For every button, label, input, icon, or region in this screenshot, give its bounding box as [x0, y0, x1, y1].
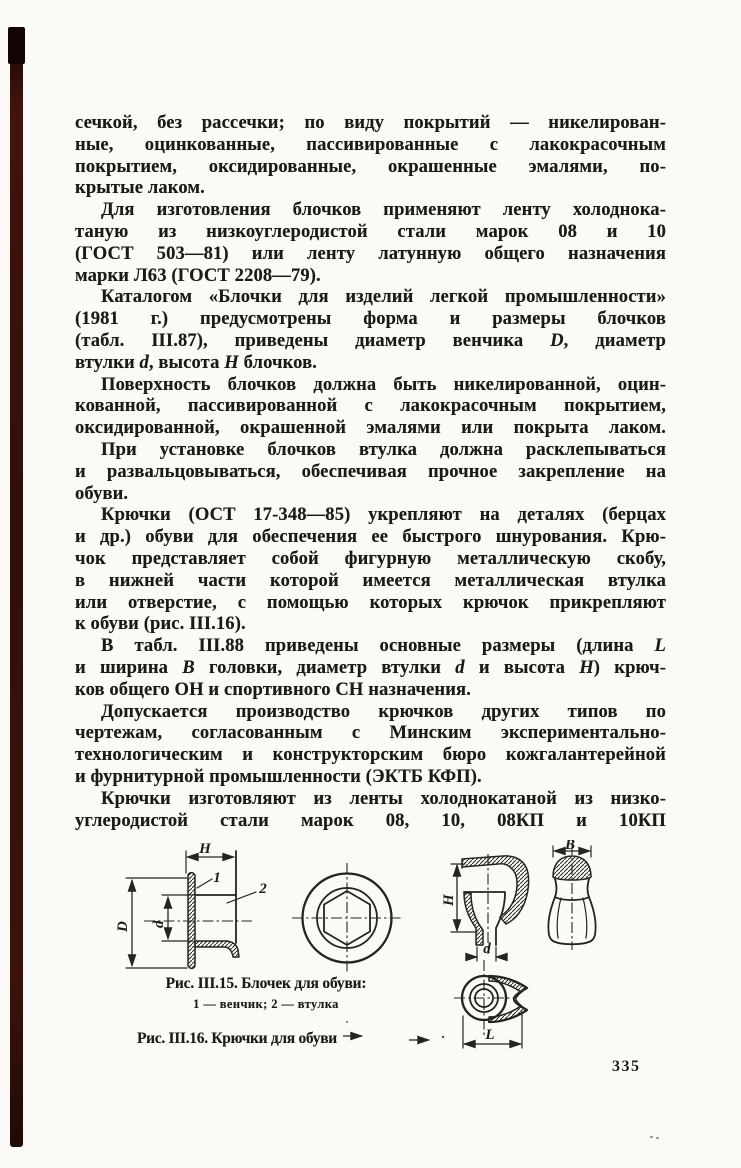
text-line: сечкой, без рассечки; по виду покрытий — никелирован-: [75, 112, 666, 133]
body-text: [75, 112, 666, 831]
scan-speck: [650, 1136, 653, 1138]
text-line: В табл. III.88 приведены основные размеры (длина L: [101, 635, 666, 657]
text-line: (1981 г.) предусмотрены форма и размеры блочков: [75, 308, 666, 330]
fig16-dim-d-label: d: [483, 941, 491, 957]
text-line: чертежам, согласованным с Минским экспериментально-: [75, 722, 666, 744]
fig15-subcaption: 1 — венчик; 2 — втулка: [193, 997, 339, 1011]
fig16-top-view: [454, 960, 527, 1048]
text-line: кованной, пассивированной с лакокрасочным покрытием,: [75, 395, 666, 417]
fig16-hook-body-wall: [464, 893, 483, 945]
page-number: 335: [612, 1058, 641, 1075]
text-line: обуви.: [75, 482, 129, 504]
text-line: ные, оцинкованные, пассивированные с лакокрасочным: [75, 133, 666, 155]
text-line: (табл. III.87), приведены диаметр венчика D, диаметр: [75, 329, 666, 351]
text-line: таную из низкоуглеродистой стали марок 08 и 10: [75, 220, 666, 242]
text-line: и др.) обуви для обеспечения ее быстрого шнурования. Крю-: [75, 526, 666, 548]
text-line: технологическим и конструкторским бюро кожгалантерейной: [75, 744, 666, 766]
fig15-dim-D-label: D: [115, 921, 131, 932]
text-line: марки Л63 (ГОСТ 2208—79).: [75, 264, 321, 286]
text-line: Для изготовления блочков применяют ленту холоднока-: [101, 199, 666, 221]
scan-gutter-shadow: [10, 28, 23, 1147]
text-line: Поверхность блочков должна быть никелированной, оцин-: [101, 373, 666, 395]
fig16-side-view: [441, 854, 529, 961]
text-line: (ГОСТ 503—81) или ленту латунную общего назначения: [75, 242, 666, 264]
text-line: и фурнитурной промышленности (ЭКТБ КФП).: [75, 765, 482, 787]
text-line: покрытием, оксидированные, окрашенные эмалями, по-: [75, 155, 666, 177]
fig16-caption: Рис. III.16. Крючки для обуви: [137, 1030, 337, 1047]
text-line: Крючки (ОСТ 17-348—85) укрепляют на деталях (берцах: [101, 504, 666, 526]
fig15-part2-label: 2: [259, 881, 267, 897]
fig15-front-view: [292, 863, 403, 974]
fig16-dim-H-label: H: [441, 894, 457, 906]
text-line: к обуви (рис. III.16).: [75, 613, 246, 635]
text-line: оксидированной, окрашенной эмалями или покрыта лаком.: [75, 417, 666, 439]
text-line: втулки d, высота H блочков.: [75, 351, 317, 373]
text-line: чок представляет собой фигурную металлическую скобу,: [75, 547, 666, 569]
text-line: крытые лаком.: [75, 177, 205, 199]
figure-pointer-arrow-icon: [343, 1021, 444, 1040]
fig16-dim-B-label: B: [564, 840, 576, 853]
text-line: ков общего ОН и спортивного СН назначения.: [75, 678, 471, 700]
text-line: Допускается производство крючков других типов по: [101, 700, 666, 722]
text-line: Крючки изготовляют из ленты холоднокатаной из низко-: [101, 787, 666, 809]
fig15-dim-d-label: d: [151, 920, 167, 928]
fig15-caption: Рис. III.15. Блочек для обуви:: [165, 975, 367, 992]
fig15-part1-label: 1: [213, 870, 221, 886]
text-line: и ширина B головки, диаметр втулки d и высота H) крюч-: [75, 656, 666, 678]
fig15-barrel-wall: [195, 941, 239, 957]
text-line: Каталогом «Блочки для изделий легкой промышленности»: [101, 286, 666, 308]
text-line: углеродистой стали марок 08, 10, 08КП и 10КП: [75, 809, 666, 831]
fig16-dim-L-label: L: [485, 1027, 495, 1043]
scan-gutter-shadow-top: [8, 27, 25, 64]
text-line: При установке блочков втулка должна расклепываться: [101, 438, 666, 460]
scan-speck: [656, 1137, 659, 1139]
fig15-side-view: [115, 841, 267, 968]
fig16-front-view: [548, 840, 595, 950]
text-line: и развальцовываться, обеспечивая прочное закрепление на: [75, 460, 666, 482]
text-line: в нижней части которой имеется металлическая втулка: [75, 569, 666, 591]
fig15-dim-H-label: H: [199, 841, 211, 857]
text-line: или отверстие, с помощью которых крючок прикрепляют: [75, 591, 666, 613]
